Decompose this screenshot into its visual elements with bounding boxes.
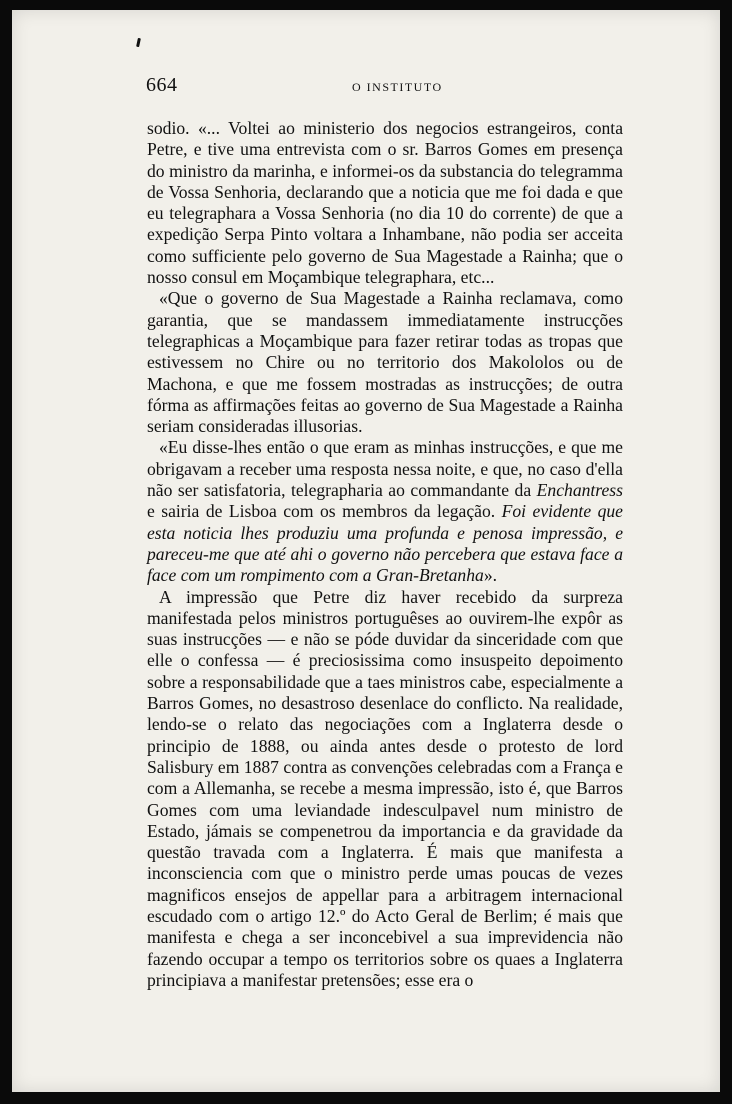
running-head: [134, 74, 634, 100]
paragraph: [147, 587, 623, 992]
page-number: 664: [146, 74, 178, 96]
text-run: ».: [483, 565, 498, 586]
body-text: [147, 118, 623, 991]
text-run: «Que o governo de Sua Magestade a Rainha reclamava, como garantia, que se mandassem immediatamente instrucções telegraphicas a Moçambique para fazer retirar todas as tropas que estivessem no Chire ou no territorio dos Makololos ou de Machona, e que me fossem mostradas as instrucções; de outra fórma as affirmações feitas ao governo de Sua Magestade a Rainha seriam consideradas illusorias.: [147, 288, 623, 437]
text-run: «Eu disse-lhes então o que eram as minhas instrucções, e que me obrigavam a receber uma resposta nessa noite, e que, no caso d'ella não ser satisfatoria, telegrapharia ao commandante da: [147, 437, 623, 501]
paragraph: [147, 118, 623, 288]
text-run: A impressão que Petre diz haver recebido da surpreza manifestada pelos ministros portuguêses ao ouvirem-lhe expôr as suas instrucções — e não se póde duvidar da sinceridade com que elle o confessa — é preciosissima como insuspeito depoimento sobre a responsabilidade que a taes ministros cabe, especialmente a Barros Gomes, no desastroso desenlace do conflicto. Na realidade, lendo-se o relato das negociações com a Inglaterra desde o principio de 1888, ou ainda antes desde o protesto de lord Salisbury em 1887 contra as convenções celebradas com a França e com a Allemanha, se recebe a mesma impressão, isto é, que Barros Gomes com uma leviandade indesculpavel num ministro de Estado, jámais se compenetrou da importancia e da gravidade da questão travada com a Inglaterra. É mais que manifesta a inconsciencia com que o ministro perde umas poucas de vezes magnificos ensejos de appellar para a arbitragem internacional escudado com o artigo 12.º do Acto Geral de Berlim; é mais que manifesta e chega a ser inconcebivel a sua imprevidencia não fazendo occupar a tempo os territorios sobre os quaes a Inglaterra principiava a manifestar pretensões; esse era o: [147, 586, 623, 990]
italic-run: Foi evidente que esta noticia lhes produziu uma profunda e penosa impressão, e pareceu-me que até ahi o governo não percebera que estava face a face com um rompimento com a Gran-Bretanha: [147, 501, 623, 586]
paragraph: [147, 288, 623, 437]
paragraph: [147, 437, 623, 586]
italic-run: Enchantress: [536, 480, 623, 501]
text-run: e sairia de Lisboa com os membros da legação.: [147, 501, 502, 522]
text-run: sodio. «... Voltei ao ministerio dos negocios estrangeiros, conta Petre, e tive uma entrevista com o sr. Barros Gomes em presença do ministro da marinha, e informei-os da substancia do telegramma de Vossa Senhoria, declarando que a noticia que me foi dada e que eu telegraphara a Vossa Senhoria (no dia 10 do corrente) de que a expedição Serpa Pinto voltara a Inhambane, não podia ser acceita como sufficiente pelo governo de Sua Magestade a Rainha; que o nosso consul em Moçambique telegraphara, etc...: [147, 118, 623, 288]
journal-title: O INSTITUTO: [352, 80, 443, 94]
